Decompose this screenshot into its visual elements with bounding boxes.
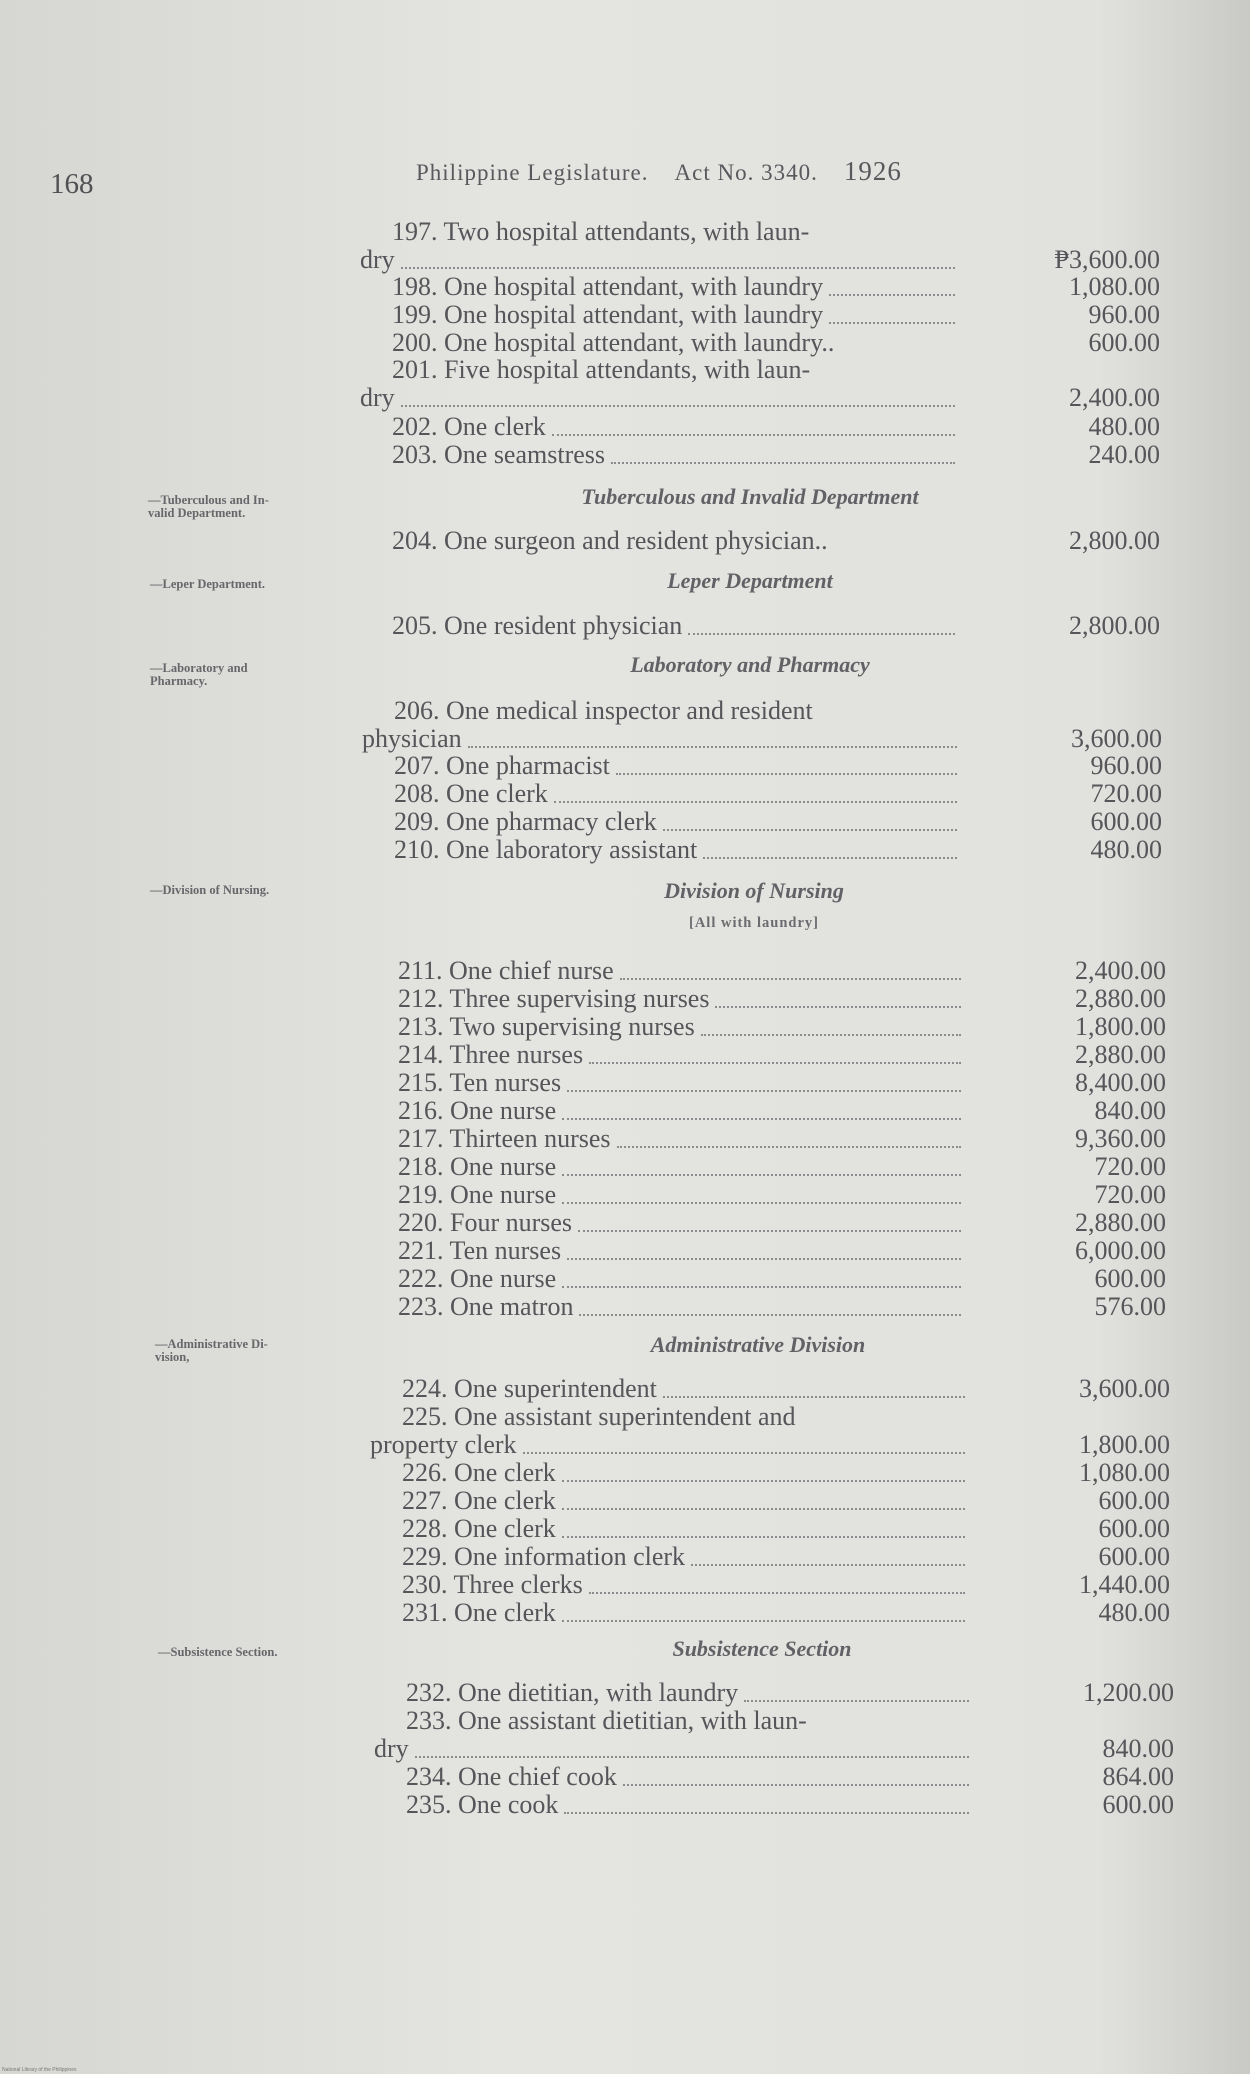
dot-leader (589, 1041, 961, 1064)
item-text-continued: dry (360, 245, 395, 274)
item-amount: 2,400.00 (1069, 383, 1160, 412)
dot-leader (401, 246, 955, 269)
item-line (366, 1097, 1166, 1125)
item-line (362, 808, 1162, 836)
sidenote-administrative: —Administrative Di- vision, (155, 1337, 268, 1364)
item-line (366, 957, 1166, 985)
item-text: 213. Two supervising nurses (398, 1012, 695, 1041)
item-line (366, 1181, 1166, 1209)
item-text: 232. One dietitian, with laundry (406, 1678, 739, 1707)
dot-leader (688, 612, 955, 635)
item-line (360, 329, 1160, 357)
item-line (360, 356, 1160, 384)
section-heading-subsistence: Subsistence Section (672, 1636, 852, 1661)
item-amount: 600.00 (1090, 807, 1162, 836)
section-heading-nursing: Division of Nursing (664, 878, 844, 903)
item-text: 198. One hospital attendant, with laundry (392, 272, 824, 301)
item-amount: 1,080.00 (1069, 272, 1160, 301)
item-line (360, 527, 1160, 555)
item-text: 225. One assistant superintendent and (402, 1402, 796, 1431)
dot-leader (663, 808, 957, 831)
item-line-continued (360, 384, 1160, 412)
item-line (370, 1403, 1170, 1431)
item-amount: 1,800.00 (1079, 1430, 1170, 1459)
item-amount: 480.00 (1088, 412, 1160, 441)
item-text: 223. One matron (398, 1292, 574, 1321)
dot-leader (562, 1181, 961, 1204)
item-text: 226. One clerk (402, 1458, 556, 1487)
item-amount: 600.00 (1102, 1790, 1174, 1819)
item-amount: 2,800.00 (1069, 611, 1160, 640)
item-amount: 864.00 (1102, 1762, 1174, 1791)
dot-leader (715, 985, 961, 1008)
dot-leader (567, 1069, 961, 1092)
item-text: 224. One superintendent (402, 1374, 657, 1403)
sidenote-tuberculous: —Tuberculous and In- valid Department. (148, 493, 269, 520)
item-amount: 1,800.00 (1075, 1012, 1166, 1041)
section-note-nursing: [All with laundry] (689, 915, 819, 931)
dot-leader (562, 1487, 965, 1510)
item-amount: 2,800.00 (1069, 526, 1160, 555)
item-line (374, 1763, 1174, 1791)
item-line-continued (374, 1735, 1174, 1763)
item-line (366, 985, 1166, 1013)
dot-leader (552, 413, 955, 436)
dot-leader (415, 1735, 969, 1758)
item-line (360, 218, 1160, 246)
sidenote-laboratory: —Laboratory and Pharmacy. (150, 661, 248, 688)
running-title: Philippine Legislature. (416, 160, 649, 185)
dot-leader (829, 301, 955, 324)
item-line (374, 1791, 1174, 1819)
item-amount: 960.00 (1090, 751, 1162, 780)
item-text-continued: property clerk (370, 1430, 517, 1459)
page-number: 168 (50, 168, 94, 200)
dot-leader (589, 1571, 965, 1594)
item-text: 217. Thirteen nurses (398, 1124, 611, 1153)
item-line (366, 1069, 1166, 1097)
sidenote-subsistence: —Subsistence Section. (158, 1645, 278, 1659)
section-heading-administrative: Administrative Division (650, 1332, 866, 1357)
item-text: 206. One medical inspector and resident (394, 696, 813, 725)
item-line (370, 1515, 1170, 1543)
dot-leader (663, 1375, 965, 1398)
item-line (366, 1013, 1166, 1041)
item-text: 234. One chief cook (406, 1762, 617, 1791)
item-line (370, 1459, 1170, 1487)
item-text: 197. Two hospital attendants, with laun- (392, 217, 810, 246)
item-line (366, 1265, 1166, 1293)
dot-leader (620, 957, 961, 980)
item-line (370, 1543, 1170, 1571)
item-line (374, 1679, 1174, 1707)
item-amount: 2,880.00 (1075, 1040, 1166, 1069)
item-amount: 3,600.00 (1079, 1374, 1170, 1403)
item-text: 228. One clerk (402, 1514, 556, 1543)
item-line (370, 1375, 1170, 1403)
item-amount: 9,360.00 (1075, 1124, 1166, 1153)
item-amount: 600.00 (1098, 1486, 1170, 1515)
item-amount: 3,600.00 (1071, 724, 1162, 753)
dot-leader (623, 1763, 969, 1786)
item-amount: 240.00 (1088, 440, 1160, 469)
item-text: 218. One nurse (398, 1152, 557, 1181)
dot-leader (611, 441, 955, 464)
item-amount: 576.00 (1094, 1292, 1166, 1321)
dot-leader (744, 1679, 969, 1702)
section-heading-laboratory: Laboratory and Pharmacy (630, 652, 870, 677)
item-text: 212. Three supervising nurses (398, 984, 710, 1013)
item-text: 227. One clerk (402, 1486, 556, 1515)
item-text: 200. One hospital attendant, with laundry.. (392, 328, 835, 357)
item-text: 221. Ten nurses (398, 1236, 562, 1265)
act-number: Act No. 3340. (674, 160, 818, 185)
item-line (362, 780, 1162, 808)
sidenote-nursing: —Division of Nursing. (150, 883, 270, 897)
dot-leader (554, 780, 957, 803)
item-text: 210. One laboratory assistant (394, 835, 698, 864)
item-line (374, 1707, 1174, 1735)
item-amount: 840.00 (1094, 1096, 1166, 1125)
dot-leader (701, 1013, 961, 1036)
item-amount: 2,880.00 (1075, 984, 1166, 1013)
dot-leader (562, 1265, 961, 1288)
dot-leader (829, 273, 955, 296)
item-text: 220. Four nurses (398, 1208, 573, 1237)
item-line (366, 1293, 1166, 1321)
item-text: 209. One pharmacy clerk (394, 807, 657, 836)
item-text: 235. One cook (406, 1790, 559, 1819)
item-amount: 1,200.00 (1083, 1678, 1174, 1707)
item-amount: 480.00 (1098, 1598, 1170, 1627)
item-text-continued: dry (374, 1734, 409, 1763)
item-amount: ₱3,600.00 (1054, 245, 1160, 274)
item-text: 201. Five hospital attendants, with laun- (392, 355, 811, 384)
item-text: 199. One hospital attendant, with laundry (392, 300, 824, 329)
dot-leader (579, 1293, 961, 1316)
dot-leader (567, 1237, 961, 1260)
item-text: 211. One chief nurse (398, 956, 614, 985)
item-amount: 6,000.00 (1075, 1236, 1166, 1265)
item-line-continued (370, 1431, 1170, 1459)
item-amount: 600.00 (1088, 328, 1160, 357)
item-text: 208. One clerk (394, 779, 548, 808)
item-text: 216. One nurse (398, 1096, 557, 1125)
dot-leader (564, 1791, 969, 1814)
section-heading-tuberculous: Tuberculous and Invalid Department (581, 484, 919, 509)
item-line (360, 301, 1160, 329)
dot-leader (468, 725, 957, 748)
dot-leader (617, 1125, 961, 1148)
dot-leader (523, 1431, 965, 1454)
year: 1926 (843, 156, 902, 186)
running-header (416, 156, 902, 187)
section-heading-leper: Leper Department (667, 568, 833, 593)
item-amount: 1,080.00 (1079, 1458, 1170, 1487)
item-amount: 1,440.00 (1079, 1570, 1170, 1599)
footer-credit: National Library of the Philippines (2, 2067, 77, 2073)
item-line (362, 697, 1162, 725)
item-line (370, 1487, 1170, 1515)
item-text: 231. One clerk (402, 1598, 556, 1627)
dot-leader (562, 1459, 965, 1482)
item-text: 219. One nurse (398, 1180, 557, 1209)
item-amount: 720.00 (1090, 779, 1162, 808)
item-text-continued: physician (362, 724, 462, 753)
item-line (366, 1041, 1166, 1069)
item-text: 233. One assistant dietitian, with laun- (406, 1706, 807, 1735)
item-line-continued (362, 725, 1162, 753)
dot-leader (562, 1153, 961, 1176)
item-text: 215. Ten nurses (398, 1068, 562, 1097)
dot-leader (562, 1097, 961, 1120)
sidenote-leper: —Leper Department. (150, 577, 266, 591)
item-amount: 600.00 (1098, 1514, 1170, 1543)
item-text: 214. Three nurses (398, 1040, 584, 1069)
item-line (366, 1237, 1166, 1265)
item-line (360, 273, 1160, 301)
item-text: 202. One clerk (392, 412, 546, 441)
item-amount: 840.00 (1102, 1734, 1174, 1763)
dot-leader (703, 836, 957, 859)
item-line-continued (360, 246, 1160, 274)
item-line (360, 413, 1160, 441)
dot-leader (578, 1209, 961, 1232)
item-text: 204. One surgeon and resident physician.. (392, 526, 828, 555)
item-line (366, 1125, 1166, 1153)
item-amount: 720.00 (1094, 1152, 1166, 1181)
item-amount: 2,400.00 (1075, 956, 1166, 985)
item-text: 203. One seamstress (392, 440, 606, 469)
item-amount: 8,400.00 (1075, 1068, 1166, 1097)
item-amount: 600.00 (1098, 1542, 1170, 1571)
item-amount: 960.00 (1088, 300, 1160, 329)
item-amount: 2,880.00 (1075, 1208, 1166, 1237)
dot-leader (691, 1543, 965, 1566)
item-amount: 720.00 (1094, 1180, 1166, 1209)
item-text: 229. One information clerk (402, 1542, 686, 1571)
dot-leader (401, 384, 955, 407)
item-line (360, 441, 1160, 469)
dot-leader (562, 1515, 965, 1538)
item-line (370, 1599, 1170, 1627)
dot-leader (562, 1599, 965, 1622)
item-text: 205. One resident physician (392, 611, 683, 640)
item-amount: 480.00 (1090, 835, 1162, 864)
item-text-continued: dry (360, 383, 395, 412)
item-line (370, 1571, 1170, 1599)
item-text: 222. One nurse (398, 1264, 557, 1293)
item-text: 207. One pharmacist (394, 751, 610, 780)
item-line (362, 752, 1162, 780)
item-text: 230. Three clerks (402, 1570, 583, 1599)
dot-leader (616, 752, 957, 775)
item-line (366, 1209, 1166, 1237)
item-line (360, 612, 1160, 640)
item-line (366, 1153, 1166, 1181)
item-line (362, 836, 1162, 864)
item-amount: 600.00 (1094, 1264, 1166, 1293)
